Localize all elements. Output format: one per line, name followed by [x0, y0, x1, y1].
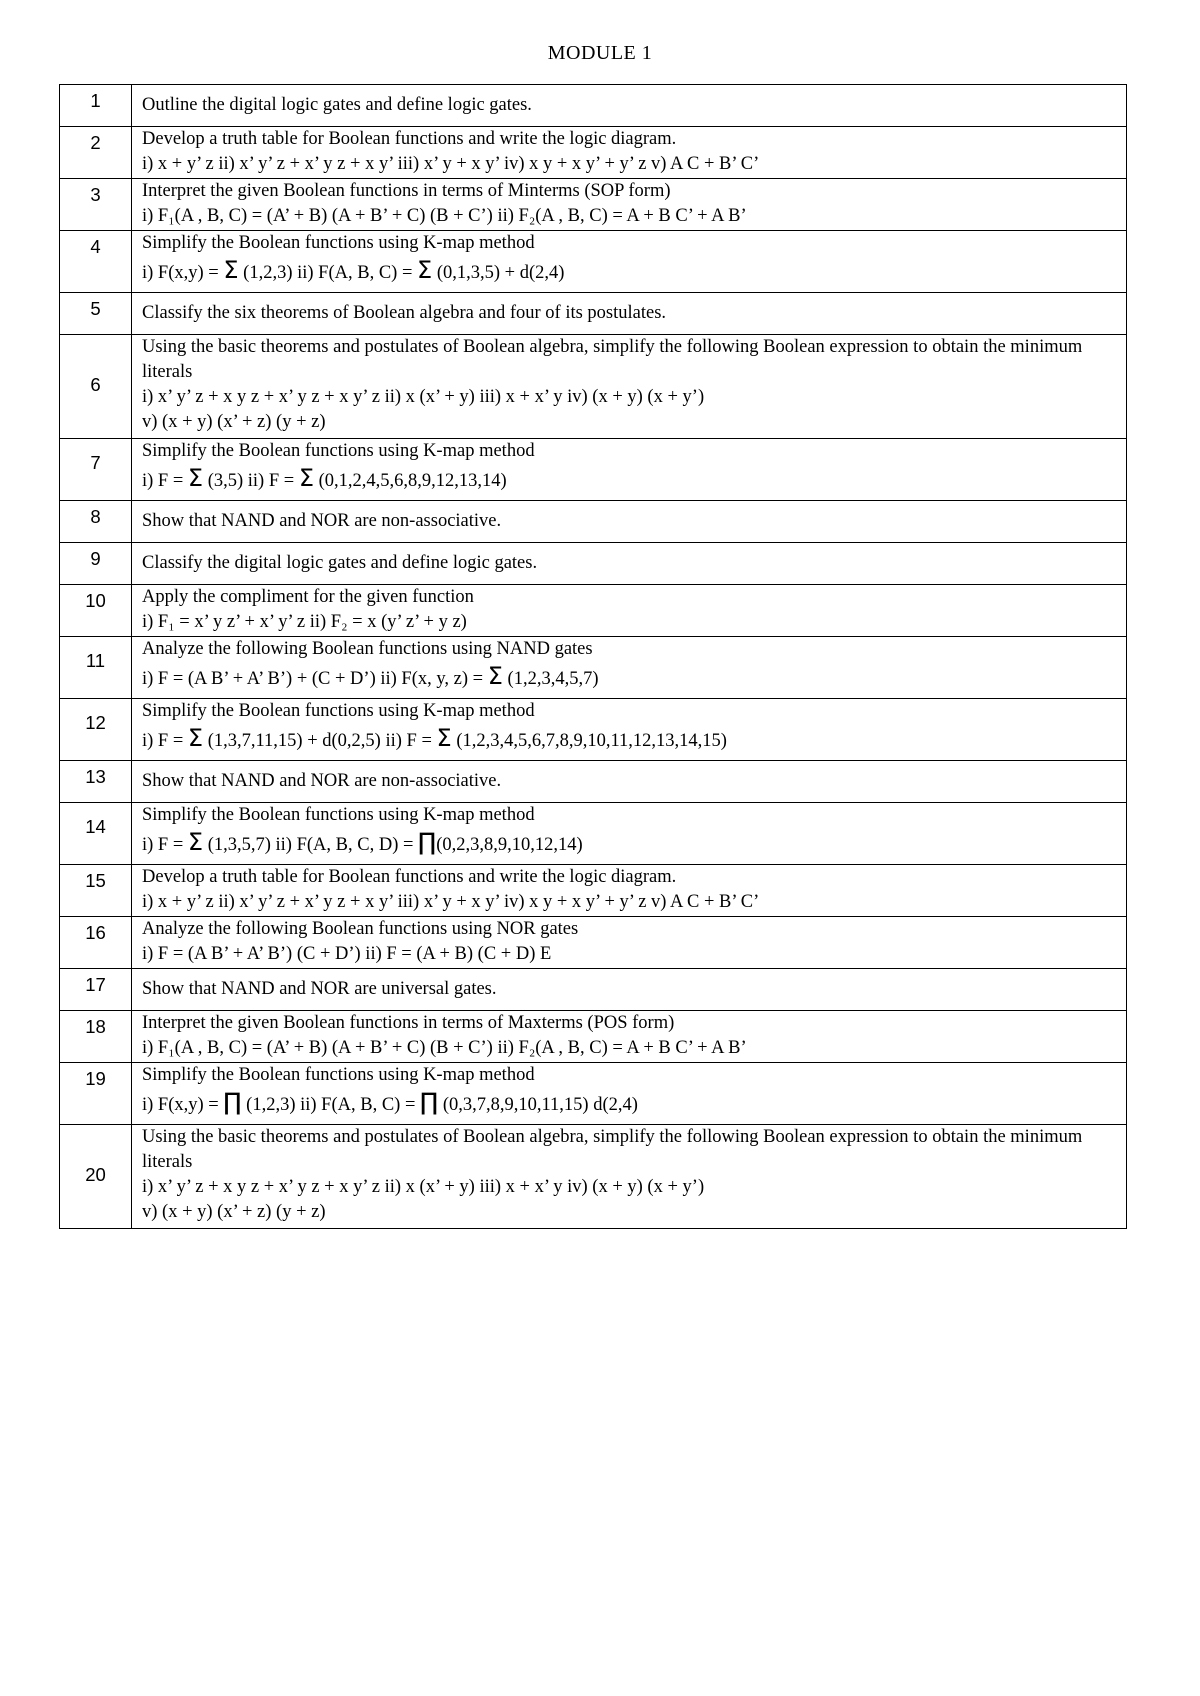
question-text: [132, 1063, 1127, 1125]
question-text: [132, 969, 1127, 1011]
table-row: [60, 969, 1127, 1011]
question-text: [132, 85, 1127, 127]
question-number: [60, 439, 132, 501]
question-line: Using the basic theorems and postulates of Boolean algebra, simplify the following Boolean expression to obtain the minimum literals: [142, 337, 1083, 382]
table-row: [60, 803, 1127, 865]
question-number: 19: [60, 1063, 132, 1125]
table-row: [60, 1063, 1127, 1125]
question-line: Simplify the Boolean functions using K-map method: [142, 441, 535, 461]
expression-part: (1,2,3) ii) F(A, B, C) =: [241, 1095, 421, 1115]
question-text: [132, 865, 1127, 917]
question-text: [132, 917, 1127, 969]
question-text: [132, 179, 1127, 231]
question-number-label: 6: [90, 374, 101, 395]
expression-part: i) F =: [142, 731, 188, 751]
question-number: 15: [60, 865, 132, 917]
question-text: [132, 439, 1127, 501]
expression-part: i) F(x,y) =: [142, 263, 224, 283]
table-row: [60, 293, 1127, 335]
question-line: Interpret the given Boolean functions in terms of Maxterms (POS form): [142, 1013, 675, 1033]
question-number: 9: [60, 543, 132, 585]
expression-part: i) F(x,y) =: [142, 1095, 224, 1115]
question-text: [132, 803, 1127, 865]
question-line: i) x’ y’ z + x y z + x’ y z + x y’ z ii) x (x’ + y) iii) x + x’ y iv) (x + y) (x + y’): [142, 1177, 705, 1197]
question-line: i) F₁(A , B, C) = (A’ + B) (A + B’ + C) (B + C’) ii) F₂(A , B, C) = A + B C’ + A B’: [142, 1038, 747, 1058]
sigma-symbol: Σ: [187, 464, 204, 492]
question-line: Interpret the given Boolean functions in terms of Minterms (SOP form): [142, 181, 671, 201]
question-number: 1: [60, 85, 132, 127]
question-line: i) x + y’ z ii) x’ y’ z + x’ y z + x y’ iii) x’ y + x y’ iv) x y + x y’ + y’ z v) A C + B’ C’: [142, 892, 760, 912]
table-row: [60, 439, 1127, 501]
expression-part: (1,3,7,11,15) + d(0,2,5) ii) F =: [203, 731, 437, 751]
sigma-symbol: Σ: [187, 724, 204, 752]
question-line: Outline the digital logic gates and define logic gates.: [142, 95, 532, 115]
question-text: [132, 699, 1127, 761]
question-text: [132, 637, 1127, 699]
expression-part: (1,2,3) ii) F(A, B, C) =: [238, 263, 418, 283]
question-text: [132, 585, 1127, 637]
table-row: [60, 637, 1127, 699]
question-number-label: 14: [85, 816, 106, 837]
question-line: Classify the six theorems of Boolean algebra and four of its postulates.: [142, 303, 667, 323]
question-line: Show that NAND and NOR are universal gates.: [142, 979, 497, 999]
question-line: Apply the compliment for the given function: [142, 587, 474, 607]
question-number: 2: [60, 127, 132, 179]
question-line: i) x’ y’ z + x y z + x’ y z + x y’ z ii) x (x’ + y) iii) x + x’ y iv) (x + y) (x + y’): [142, 387, 705, 407]
question-line: i) F₁ = x’ y z’ + x’ y’ z ii) F₂ = x (y’ z’ + y z): [142, 612, 467, 632]
pi-symbol: ∏: [418, 828, 437, 856]
question-line: Using the basic theorems and postulates of Boolean algebra, simplify the following Boolean expression to obtain the minimum literals: [142, 1127, 1083, 1172]
expression-part: i) F = (A B’ + A’ B’) + (C + D’) ii) F(x, y, z) =: [142, 669, 488, 689]
question-table: [59, 84, 1127, 1229]
question-line: i) F₁(A , B, C) = (A’ + B) (A + B’ + C) (B + C’) ii) F₂(A , B, C) = A + B C’ + A B’: [142, 206, 747, 226]
table-row: [60, 543, 1127, 585]
question-number-label: 20: [85, 1164, 106, 1185]
question-line: Classify the digital logic gates and define logic gates.: [142, 553, 538, 573]
question-number: [60, 699, 132, 761]
pi-symbol: ∏: [420, 1088, 439, 1116]
question-line: Simplify the Boolean functions using K-map method: [142, 1065, 535, 1085]
question-line: Simplify the Boolean functions using K-map method: [142, 233, 535, 253]
table-row: [60, 501, 1127, 543]
sigma-symbol: Σ: [417, 256, 433, 284]
table-row: [60, 917, 1127, 969]
expression-part: (0,3,7,8,9,10,11,15) d(2,4): [438, 1095, 638, 1115]
question-number: 4: [60, 231, 132, 293]
question-number: 3: [60, 179, 132, 231]
expression-line: [142, 828, 1120, 858]
question-text: [132, 543, 1127, 585]
question-text: [132, 1125, 1127, 1229]
expression-line: [142, 256, 1120, 286]
question-line: Show that NAND and NOR are non-associative.: [142, 511, 502, 531]
expression-part: (0,1,2,4,5,6,8,9,12,13,14): [313, 471, 507, 491]
question-text: [132, 761, 1127, 803]
question-line: Analyze the following Boolean functions using NOR gates: [142, 919, 579, 939]
table-row: [60, 761, 1127, 803]
expression-line: [142, 662, 1120, 692]
question-number: [60, 637, 132, 699]
expression-part: (0,1,3,5) + d(2,4): [432, 263, 565, 283]
question-number: 13: [60, 761, 132, 803]
table-row: [60, 1125, 1127, 1229]
table-row: [60, 85, 1127, 127]
expression-part: (1,2,3,4,5,6,7,8,9,10,11,12,13,14,15): [451, 731, 727, 751]
question-number: [60, 803, 132, 865]
question-number: 5: [60, 293, 132, 335]
question-line: Analyze the following Boolean functions using NAND gates: [142, 639, 593, 659]
expression-line: [142, 724, 1120, 754]
expression-part: (1,3,5,7) ii) F(A, B, C, D) =: [203, 835, 419, 855]
question-number-label: 11: [85, 650, 106, 671]
table-row: [60, 127, 1127, 179]
question-line: Simplify the Boolean functions using K-map method: [142, 701, 535, 721]
question-line: Simplify the Boolean functions using K-map method: [142, 805, 535, 825]
question-number: 8: [60, 501, 132, 543]
question-line: v) (x + y) (x’ + z) (y + z): [142, 1202, 326, 1222]
sigma-symbol: Σ: [223, 256, 239, 284]
expression-line: [142, 1088, 1120, 1118]
table-row: [60, 585, 1127, 637]
question-text: [132, 127, 1127, 179]
table-row: [60, 231, 1127, 293]
question-number: 17: [60, 969, 132, 1011]
expression-line: [142, 464, 1120, 494]
question-number-label: 12: [85, 712, 106, 733]
expression-part: i) F =: [142, 835, 188, 855]
table-row: [60, 335, 1127, 439]
table-row: [60, 179, 1127, 231]
question-line: Develop a truth table for Boolean functions and write the logic diagram.: [142, 129, 677, 149]
page-title: MODULE 1: [547, 42, 653, 64]
question-text: [132, 1011, 1127, 1063]
question-line: Show that NAND and NOR are non-associative.: [142, 771, 502, 791]
table-row: [60, 699, 1127, 761]
question-number: 16: [60, 917, 132, 969]
question-line: i) x + y’ z ii) x’ y’ z + x’ y z + x y’ iii) x’ y + x y’ iv) x y + x y’ + y’ z v) A C + B’ C’: [142, 154, 760, 174]
pi-symbol: ∏: [223, 1088, 242, 1116]
question-text: [132, 335, 1127, 439]
expression-part: (1,2,3,4,5,7): [502, 669, 599, 689]
sigma-symbol: Σ: [187, 828, 204, 856]
expression-part: (0,2,3,8,9,10,12,14): [436, 835, 583, 855]
question-line: i) F = (A B’ + A’ B’) (C + D’) ii) F = (A + B) (C + D) E: [142, 944, 552, 964]
table-row: [60, 1011, 1127, 1063]
question-line: v) (x + y) (x’ + z) (y + z): [142, 412, 326, 432]
expression-part: (3,5) ii) F =: [203, 471, 299, 491]
sigma-symbol: Σ: [487, 662, 503, 690]
question-line: Develop a truth table for Boolean functions and write the logic diagram.: [142, 867, 677, 887]
sigma-symbol: Σ: [436, 724, 452, 752]
question-number: [60, 1125, 132, 1229]
question-text: [132, 293, 1127, 335]
question-number: [60, 335, 132, 439]
expression-part: i) F =: [142, 471, 188, 491]
sigma-symbol: Σ: [298, 464, 314, 492]
question-number-label: 7: [90, 452, 101, 473]
question-text: [132, 231, 1127, 293]
question-number: 18: [60, 1011, 132, 1063]
question-text: [132, 501, 1127, 543]
question-number: 10: [60, 585, 132, 637]
table-row: [60, 865, 1127, 917]
